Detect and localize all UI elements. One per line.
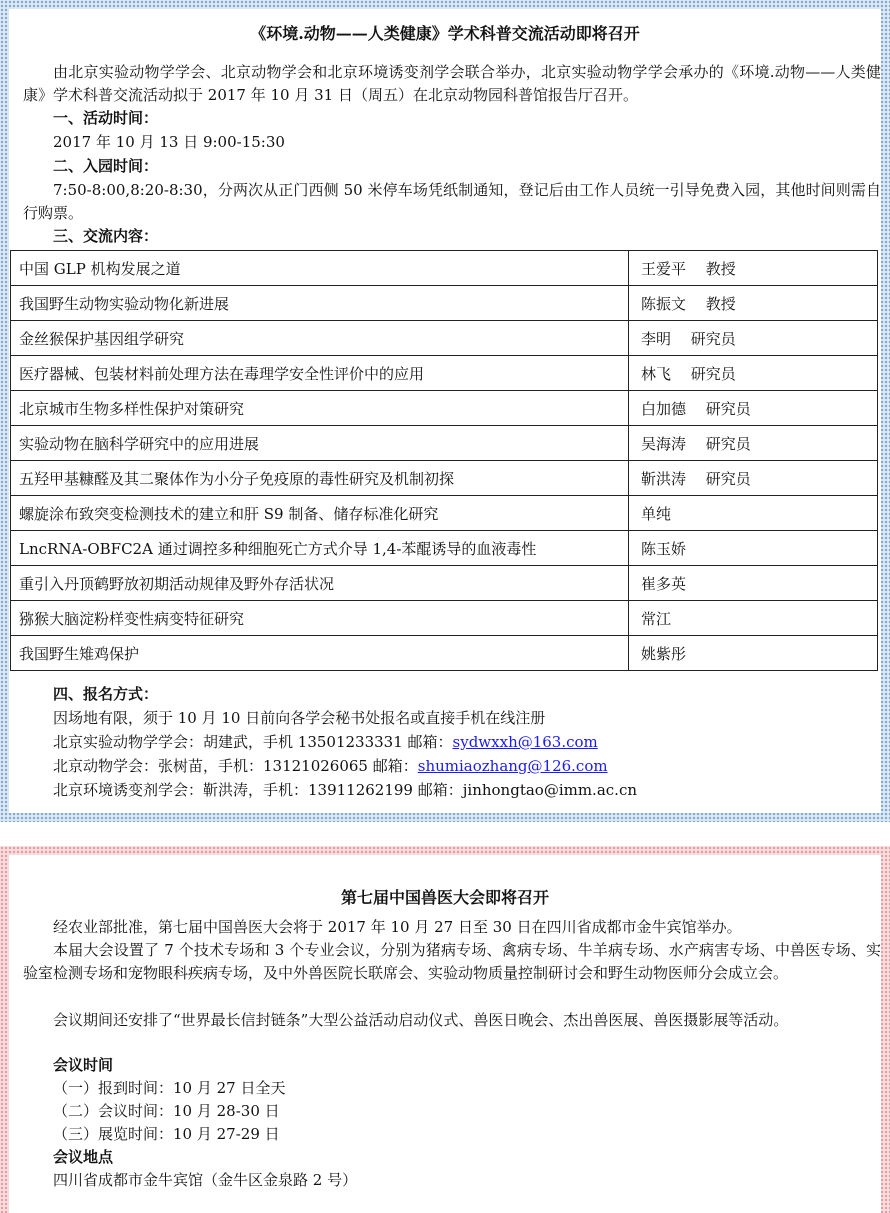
talk-topic: LncRNA-OBFC2A 通过调控多种细胞死亡方式介导 1,4-苯醌诱导的血液毒性 bbox=[11, 531, 629, 566]
talk-speaker: 林飞 研究员 bbox=[629, 356, 878, 391]
notice-1 bbox=[9, 9, 881, 813]
talk-topic: 猕猴大脑淀粉样变性病变特征研究 bbox=[11, 601, 629, 636]
notice-1-title: 《环境.动物——人类健康》学术科普交流活动即将召开 bbox=[250, 24, 640, 43]
talk-speaker: 常江 bbox=[629, 601, 878, 636]
notice-2-para-1: 经农业部批准，第七届中国兽医大会将于 2017 年 10 月 27 日至 30 日在四川省成都市金牛宾馆举办。 bbox=[53, 918, 742, 936]
notice-2-para-2: 本届大会设置了 7 个技术专场和 3 个专业会议，分别为猪病专场、禽病专场、牛羊病专场、水产病害专场、中兽医专场、实验室检测专场和宠物眼科疾病专场，及中外兽医院长联席会、实验动物质量控制研讨会和野生动物医师分会成立会。 bbox=[23, 941, 881, 982]
activity-time: 2017 年 10 月 13 日 9:00-15:30 bbox=[53, 133, 285, 151]
talk-speaker: 姚紫彤 bbox=[629, 636, 878, 671]
talk-speaker: 崔多英 bbox=[629, 566, 878, 601]
notice-2-para-3: 会议期间还安排了“世界最长信封链条”大型公益活动启动仪式、兽医日晚会、杰出兽医展、兽医摄影展等活动。 bbox=[53, 1011, 789, 1029]
contact-line bbox=[53, 755, 608, 777]
notice-2 bbox=[9, 855, 881, 1213]
table-row bbox=[11, 636, 878, 671]
table-row bbox=[11, 496, 878, 531]
meeting-place: 四川省成都市金牛宾馆（金牛区金泉路 2 号） bbox=[53, 1171, 358, 1189]
contact-label: 北京环境诱变剂学会：靳洪涛，手机：13911262199 邮箱： bbox=[53, 781, 463, 799]
talks-table bbox=[10, 250, 878, 671]
meeting-time-item: （二）会议时间：10 月 28-30 日 bbox=[53, 1102, 280, 1120]
talk-topic: 实验动物在脑科学研究中的应用进展 bbox=[11, 426, 629, 461]
talk-speaker: 王爱平 教授 bbox=[629, 251, 878, 286]
meeting-place-heading: 会议地点 bbox=[53, 1148, 114, 1166]
talk-speaker: 单纯 bbox=[629, 496, 878, 531]
table-row bbox=[11, 426, 878, 461]
talk-speaker: 李明 研究员 bbox=[629, 321, 878, 356]
table-row bbox=[11, 566, 878, 601]
talk-topic: 金丝猴保护基因组学研究 bbox=[11, 321, 629, 356]
talk-speaker: 陈振文 教授 bbox=[629, 286, 878, 321]
table-row bbox=[11, 286, 878, 321]
table-row bbox=[11, 321, 878, 356]
contact-line bbox=[53, 779, 637, 801]
notice-frame-red bbox=[0, 846, 890, 1213]
talk-speaker: 白加德 研究员 bbox=[629, 391, 878, 426]
table-row bbox=[11, 356, 878, 391]
talk-topic: 重引入丹顶鹤野放初期活动规律及野外存活状况 bbox=[11, 566, 629, 601]
section-2-heading: 二、入园时间： bbox=[53, 157, 159, 175]
talk-speaker: 靳洪涛 研究员 bbox=[629, 461, 878, 496]
table-row bbox=[11, 391, 878, 426]
section-4-heading: 四、报名方式： bbox=[53, 685, 159, 703]
talk-topic: 五羟甲基糠醛及其二聚体作为小分子免疫原的毒性研究及机制初探 bbox=[11, 461, 629, 496]
notice-2-title: 第七届中国兽医大会即将召开 bbox=[340, 888, 549, 907]
talk-topic: 螺旋涂布致突变检测技术的建立和肝 S9 制备、储存标准化研究 bbox=[11, 496, 629, 531]
email-link[interactable]: shumiaozhang@126.com bbox=[417, 757, 608, 775]
talk-topic: 北京城市生物多样性保护对策研究 bbox=[11, 391, 629, 426]
entry-time-text: 7:50-8:00,8:20-8:30，分两次从正门西侧 50 米停车场凭纸制通知，登记后由工作人员统一引导免费入园，其他时间则需自行购票。 bbox=[23, 181, 881, 222]
notice-1-intro: 由北京实验动物学学会、北京动物学会和北京环境诱变剂学会联合举办，北京实验动物学学会承办的《环境.动物——人类健康》学术科普交流活动拟于 2017 年 10 月 31 日（周五）在北京动物园科普馆报告厅召开。 bbox=[23, 63, 881, 104]
talk-topic: 我国野生动物实验动物化新进展 bbox=[11, 286, 629, 321]
section-3-heading: 三、交流内容： bbox=[53, 227, 159, 245]
talk-topic: 我国野生雉鸡保护 bbox=[11, 636, 629, 671]
meeting-time-item: （三）展览时间：10 月 27-29 日 bbox=[53, 1125, 280, 1143]
table-row bbox=[11, 601, 878, 636]
table-row bbox=[11, 531, 878, 566]
table-row bbox=[11, 461, 878, 496]
table-row bbox=[11, 251, 878, 286]
email-text: jinhongtao@imm.ac.cn bbox=[462, 781, 638, 799]
meeting-time-heading: 会议时间 bbox=[53, 1056, 114, 1074]
meeting-time-item: （一）报到时间：10 月 27 日全天 bbox=[53, 1079, 286, 1097]
talk-speaker: 吴海涛 研究员 bbox=[629, 426, 878, 461]
contact-label: 北京实验动物学学会：胡建武，手机 13501233331 邮箱： bbox=[53, 733, 453, 751]
talk-topic: 医疗器械、包装材料前处理方法在毒理学安全性评价中的应用 bbox=[11, 356, 629, 391]
talk-speaker: 陈玉娇 bbox=[629, 531, 878, 566]
contact-label: 北京动物学会：张树苗，手机：13121026065 邮箱： bbox=[53, 757, 418, 775]
contact-line bbox=[53, 731, 598, 753]
registration-text: 因场地有限，须于 10 月 10 日前向各学会秘书处报名或直接手机在线注册 bbox=[53, 709, 546, 727]
section-1-heading: 一、活动时间： bbox=[53, 109, 159, 127]
email-link[interactable]: sydwxxh@163.com bbox=[452, 733, 598, 751]
talk-topic: 中国 GLP 机构发展之道 bbox=[11, 251, 629, 286]
